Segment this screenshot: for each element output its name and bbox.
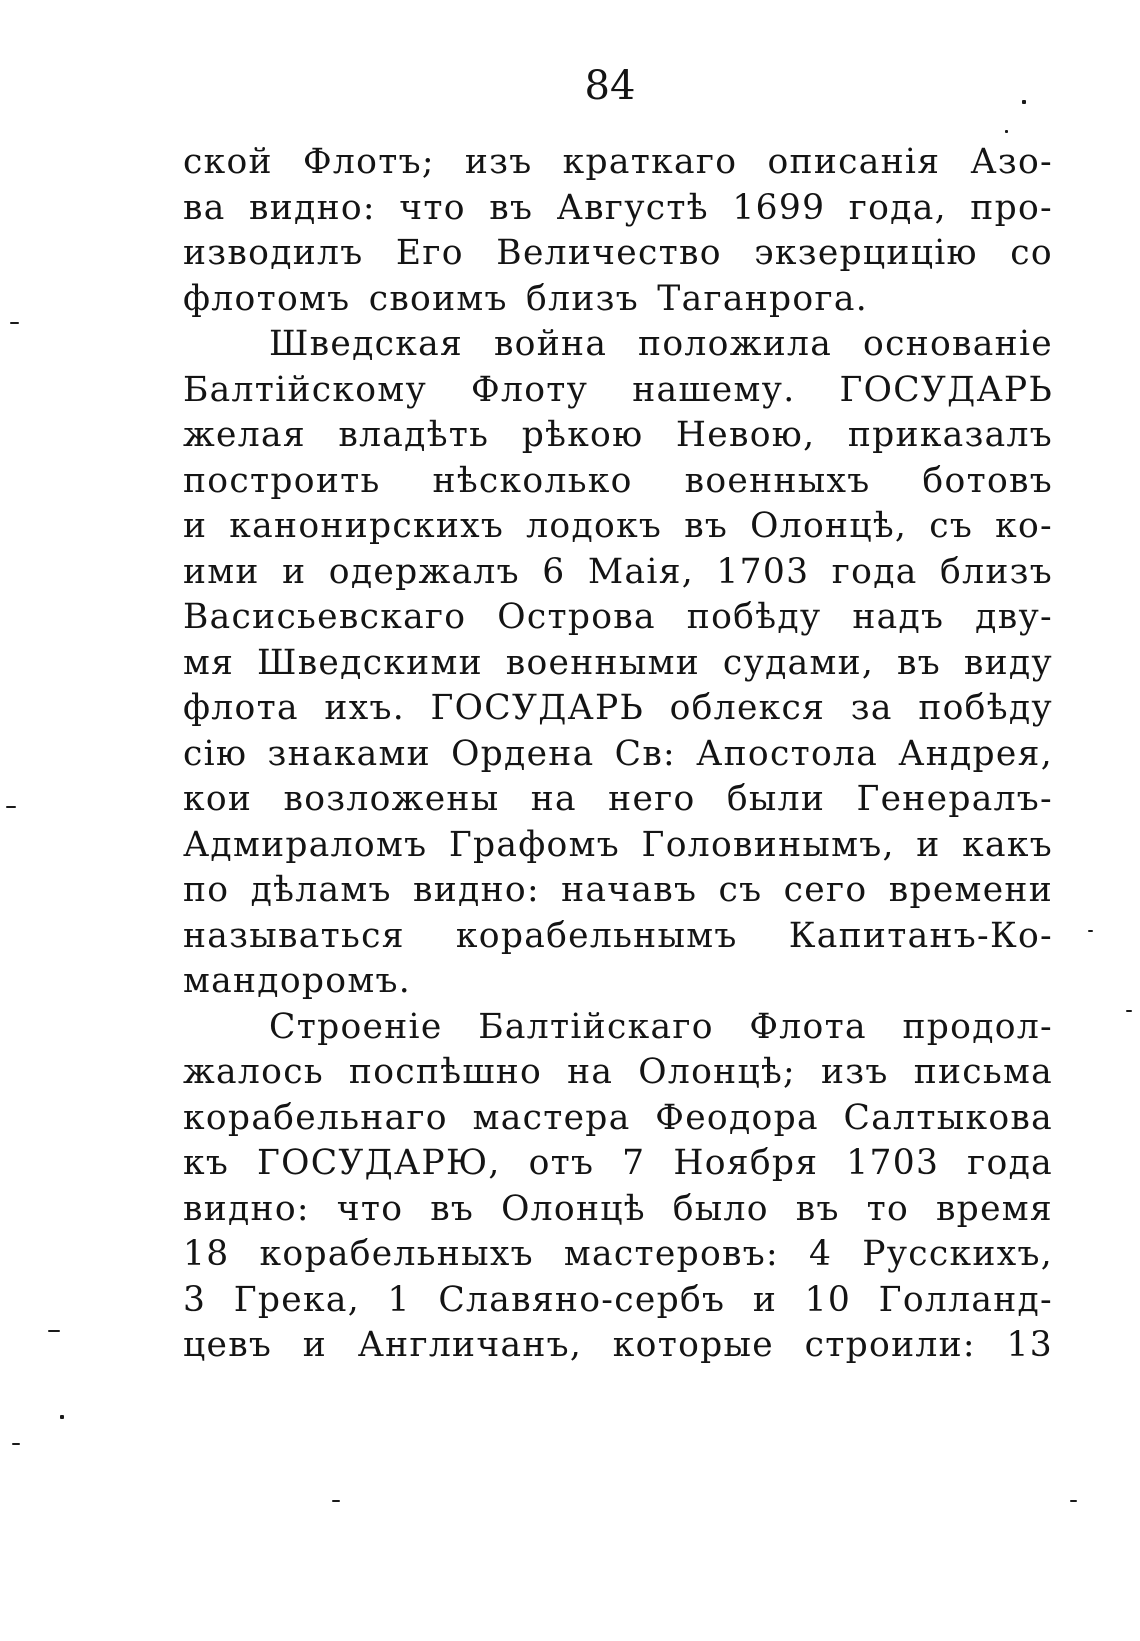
text-line: желая владѣть рѣкою Невою, приказалъ — [183, 415, 1053, 455]
text-line: ва видно: что въ Августѣ 1699 года, про- — [183, 187, 1053, 228]
text-line: мя Шведскими военными судами, въ виду — [183, 642, 1053, 683]
text-line: Строеніе Балтійскаго Флота продол- — [269, 1006, 1053, 1047]
page-number: 84 — [584, 63, 636, 109]
scan-speck — [1126, 1010, 1132, 1012]
text-line: ской Флотъ; изъ краткаго описанія Азо- — [183, 142, 1053, 182]
scan-speck — [12, 1443, 20, 1445]
body-text — [183, 140, 1053, 1369]
scan-speck — [60, 1415, 64, 1419]
text-line: по дѣламъ видно: начавъ съ сего времени — [183, 870, 1053, 910]
text-line: Васисьевскаго Острова побѣду надъ дву- — [183, 597, 1053, 637]
text-line: флотомъ своимъ близъ Таганрога. — [183, 278, 868, 319]
text-line: Шведская война положила основаніе — [269, 324, 1053, 364]
scan-speck — [332, 1500, 340, 1502]
scan-speck — [1022, 100, 1026, 104]
text-line: цевъ и Англичанъ, которые строили: 13 — [183, 1325, 1053, 1365]
paragraph — [183, 1005, 1053, 1369]
text-line: 18 корабельныхъ мастеровъ: 4 Русскихъ, — [183, 1234, 1053, 1274]
text-line: 3 Грека, 1 Славяно-сербъ и 10 Голланд- — [183, 1279, 1053, 1320]
text-line: кои возложены на него были Генералъ- — [183, 779, 1053, 819]
text-line: мандоромъ. — [183, 961, 412, 1001]
scan-speck — [1070, 1500, 1077, 1502]
text-line: видно: что въ Олонцѣ было въ то время — [183, 1188, 1053, 1229]
text-line: построить нѣсколько военныхъ ботовъ — [183, 460, 1053, 501]
text-line: флота ихъ. ГОСУДАРЬ облекся за побѣду — [183, 688, 1053, 728]
scan-speck — [48, 1330, 60, 1332]
text-line: изводилъ Его Величество экзерцицію со — [183, 233, 1053, 273]
text-line: жалось поспѣшно на Олонцѣ; изъ письма — [183, 1052, 1053, 1092]
scan-speck — [1088, 930, 1093, 932]
text-line: Балтійскому Флоту нашему. ГОСУДАРЬ — [183, 369, 1053, 410]
text-line: Адмираломъ Графомъ Головинымъ, и какъ — [183, 824, 1053, 865]
text-line: сію знаками Ордена Св: Апостола Андрея, — [183, 733, 1053, 774]
paragraph — [183, 140, 1053, 322]
scan-speck — [10, 322, 19, 324]
text-line: ими и одержалъ 6 Маія, 1703 года близъ — [183, 551, 1053, 592]
scan-speck — [1005, 130, 1008, 133]
text-line: называться корабельнымъ Капитанъ-Ко- — [183, 915, 1053, 956]
text-line: корабельнаго мастера Феодора Салтыкова — [183, 1097, 1053, 1138]
text-line: къ ГОСУДАРЮ, отъ 7 Ноября 1703 года — [183, 1143, 1053, 1183]
text-line: и канонирскихъ лодокъ въ Олонцѣ, съ ко- — [183, 506, 1053, 546]
scan-speck — [6, 806, 16, 808]
paragraph — [183, 322, 1053, 1005]
